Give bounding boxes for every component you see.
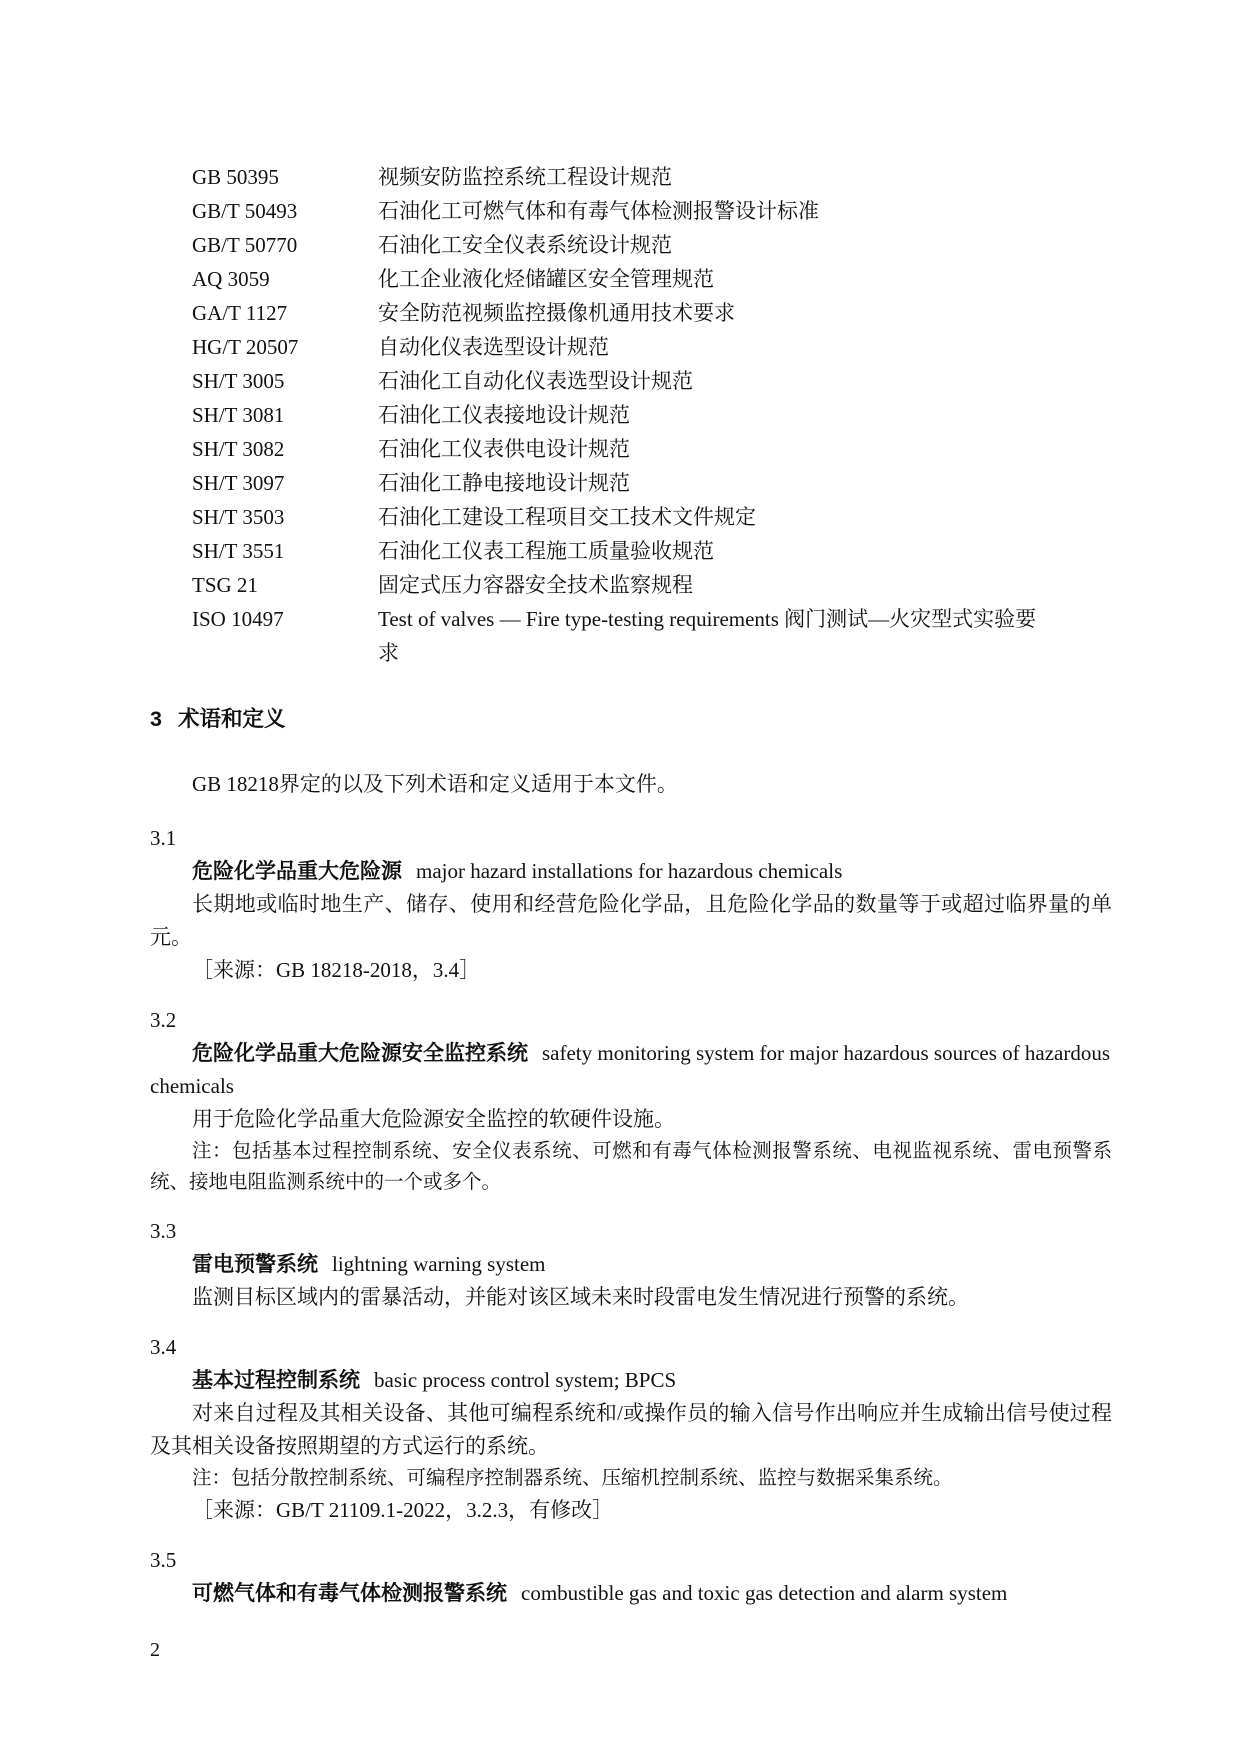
reference-row xyxy=(150,432,1112,466)
reference-code: SH/T 3005 xyxy=(192,369,285,393)
reference-row xyxy=(150,330,1112,364)
term-chinese: 危险化学品重大危险源 xyxy=(192,860,402,883)
reference-title: 石油化工安全仪表系统设计规范 xyxy=(378,233,672,257)
reference-row xyxy=(150,228,1112,262)
term-number: 3.5 xyxy=(150,1548,177,1572)
reference-code: GB/T 50770 xyxy=(192,233,298,257)
term-number: 3.1 xyxy=(150,826,177,850)
term-number: 3.3 xyxy=(150,1219,177,1243)
term-chinese: 危险化学品重大危险源安全监控系统 xyxy=(192,1042,528,1065)
clause-intro-paragraph: GB 18218界定的以及下列术语和定义适用于本文件。 xyxy=(192,772,678,796)
term-chinese: 可燃气体和有毒气体检测报警系统 xyxy=(192,1582,507,1605)
reference-code: TSG 21 xyxy=(192,573,258,597)
reference-row xyxy=(150,500,1112,534)
term-chinese: 雷电预警系统 xyxy=(192,1253,318,1276)
reference-title: 石油化工仪表接地设计规范 xyxy=(378,403,630,427)
term-source: ［来源：GB/T 21109.1-2022，3.2.3，有修改］ xyxy=(192,1498,614,1522)
term-block-3-2 xyxy=(150,1003,1112,1198)
clause-heading xyxy=(150,702,1112,736)
term-block-3-3 xyxy=(150,1214,1112,1314)
term-block-3-1 xyxy=(150,821,1112,987)
reference-code: GA/T 1127 xyxy=(192,301,288,325)
reference-title: 石油化工建设工程项目交工技术文件规定 xyxy=(378,505,756,529)
reference-row xyxy=(150,262,1112,296)
reference-title: 安全防范视频监控摄像机通用技术要求 xyxy=(378,301,735,325)
term-definition: 长期地或临时地生产、储存、使用和经营危险化学品，且危险化学品的数量等于或超过临界量的单元。 xyxy=(150,892,1112,949)
reference-row xyxy=(150,160,1112,194)
reference-title: 视频安防监控系统工程设计规范 xyxy=(378,165,672,189)
reference-code: SH/T 3503 xyxy=(192,505,285,529)
reference-code: GB/T 50493 xyxy=(192,199,298,223)
reference-row xyxy=(150,364,1112,398)
term-number: 3.2 xyxy=(150,1008,177,1032)
term-title-line xyxy=(150,1037,1112,1103)
term-title-line xyxy=(150,855,1112,888)
reference-row xyxy=(150,568,1112,602)
term-english: safety monitoring system for major hazardous sources of hazardous chemicals xyxy=(150,1041,1111,1098)
term-definition: 对来自过程及其相关设备、其他可编程系统和/或操作员的输入信号作出响应并生成输出信号使过程及其相关设备按照期望的方式运行的系统。 xyxy=(150,1401,1112,1458)
reference-title: 化工企业液化烃储罐区安全管理规范 xyxy=(378,267,714,291)
reference-code: AQ 3059 xyxy=(192,267,270,291)
clause-title: 术语和定义 xyxy=(177,707,286,731)
term-chinese: 基本过程控制系统 xyxy=(192,1369,360,1392)
reference-title: 石油化工静电接地设计规范 xyxy=(378,471,630,495)
term-english: lightning warning system xyxy=(332,1252,546,1276)
reference-title: 固定式压力容器安全技术监察规程 xyxy=(378,573,693,597)
normative-reference-list xyxy=(150,160,1112,670)
term-english: combustible gas and toxic gas detection and alarm system xyxy=(521,1581,1008,1605)
clause-number: 3 xyxy=(150,707,162,731)
reference-title: 石油化工仪表工程施工质量验收规范 xyxy=(378,539,714,563)
term-note: 注：包括基本过程控制系统、安全仪表系统、可燃和有毒气体检测报警系统、电视监视系统、雷电预警系统、接地电阻监测系统中的一个或多个。 xyxy=(150,1141,1112,1193)
reference-code: SH/T 3081 xyxy=(192,403,285,427)
term-title-line xyxy=(150,1577,1112,1610)
reference-title: Test of valves — Fire type-testing requirements 阀门测试—火灾型式实验要求 xyxy=(378,607,1037,665)
reference-row xyxy=(150,194,1112,228)
reference-code: GB 50395 xyxy=(192,165,279,189)
reference-row xyxy=(150,296,1112,330)
term-english: basic process control system; BPCS xyxy=(374,1368,677,1392)
reference-row xyxy=(150,398,1112,432)
term-block-3-5 xyxy=(150,1543,1112,1610)
reference-title: 石油化工可燃气体和有毒气体检测报警设计标准 xyxy=(378,199,819,223)
reference-code: SH/T 3082 xyxy=(192,437,285,461)
term-definition: 用于危险化学品重大危险源安全监控的软硬件设施。 xyxy=(192,1107,675,1131)
term-block-3-4 xyxy=(150,1330,1112,1527)
reference-code: SH/T 3097 xyxy=(192,471,285,495)
reference-row xyxy=(150,534,1112,568)
term-english: major hazard installations for hazardous chemicals xyxy=(416,859,843,883)
reference-code: ISO 10497 xyxy=(192,607,284,631)
term-title-line xyxy=(150,1364,1112,1397)
reference-title: 石油化工自动化仪表选型设计规范 xyxy=(378,369,693,393)
reference-title: 石油化工仪表供电设计规范 xyxy=(378,437,630,461)
reference-code: HG/T 20507 xyxy=(192,335,299,359)
term-definition: 监测目标区域内的雷暴活动，并能对该区域未来时段雷电发生情况进行预警的系统。 xyxy=(192,1285,969,1309)
reference-row xyxy=(150,602,1112,670)
reference-title: 自动化仪表选型设计规范 xyxy=(378,335,609,359)
term-note: 注：包括分散控制系统、可编程序控制器系统、压缩机控制系统、监控与数据采集系统。 xyxy=(192,1468,953,1489)
term-number: 3.4 xyxy=(150,1335,177,1359)
term-source: ［来源：GB 18218-2018，3.4］ xyxy=(192,958,481,982)
reference-code: SH/T 3551 xyxy=(192,539,285,563)
reference-row xyxy=(150,466,1112,500)
term-title-line xyxy=(150,1248,1112,1281)
page-number: 2 xyxy=(150,1639,160,1661)
